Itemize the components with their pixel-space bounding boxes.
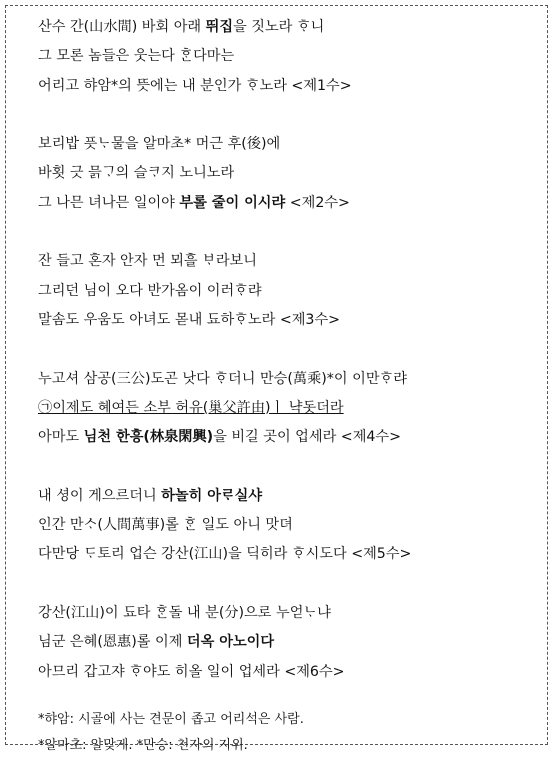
footnote: *햐암: 시골에 사는 견문이 좁고 어리석은 사람. (38, 711, 304, 727)
verse-line: 내 셩이 게으르더니 하놀히 아ᄅᆞ실샤 (38, 487, 263, 504)
verse-line: 보리밥 픗ᄂᆞ물을 알마초* 머근 후(後)에 (38, 136, 281, 153)
verse-line: 말솜도 우움도 아녀도 몯내 됴하ᄒᆞ노라 <제3수> (38, 311, 341, 328)
verse-line: 어리고 햐암*의 뜻에는 내 분인가 ᄒᆞ노라 <제1수> (38, 77, 352, 94)
verse-line: 누고셔 삼공(三公)도곤 낫다 ᄒᆞ더니 만승(萬乘)*이 이만ᄒᆞ랴 (38, 370, 407, 387)
verse-line: 다만당 ᄃᆞ토리 업슨 강산(江山)을 딕히라 ᄒᆞ시도다 <제5수> (38, 546, 412, 563)
verse-line: 그 모론 놈들은 웃는다 ᄒᆞᆫ다마는 (38, 48, 235, 65)
verse-line: 강산(江山)이 됴타 ᄒᆞᆫ돌 내 분(分)으로 누얻ᄂᆞ냐 (38, 604, 331, 621)
poem-content (38, 13, 547, 759)
verse-line: 그 나믄 녀나믄 일이야 부롤 줄이 이시랴 <제2수> (38, 194, 350, 211)
verse-line-underlined: ㉠이제도 혜여든 소부 허유(巢父許由)ㅣ 냑돗더라 (38, 399, 344, 416)
verse-line: 인간 만ᄉᆞ(人間萬事)롤 ᄒᆞᆫ 일도 아니 맛뎌 (38, 517, 293, 534)
verse-line: 산수 간(山水間) 바회 아래 뛰집을 짓노라 ᄒᆞ니 (38, 19, 325, 35)
verse-line: 아마도 님천 한흥(林泉閑興)을 비길 곳이 업세라 <제4수> (38, 429, 402, 446)
verse-line: 바횟 긋 믉ᄀᆞ의 슬ᄏᆞ지 노니노라 (38, 165, 235, 182)
verse-line: 님군 은혜(恩惠)롤 이제 더옥 아노이다 (38, 634, 275, 651)
verse-line: 아므리 갑고쟈 ᄒᆞ야도 히올 일이 업세라 <제6수> (38, 663, 345, 680)
verse-line: 그리던 님이 오다 반가옴이 이러ᄒᆞ랴 (38, 282, 262, 299)
footnote: *알마초: 알맞게. *만승: 천자의 지위. (38, 737, 248, 753)
verse-line: 잔 들고 혼자 안자 먼 뫼흘 ᄇᆞ라보니 (38, 253, 257, 270)
